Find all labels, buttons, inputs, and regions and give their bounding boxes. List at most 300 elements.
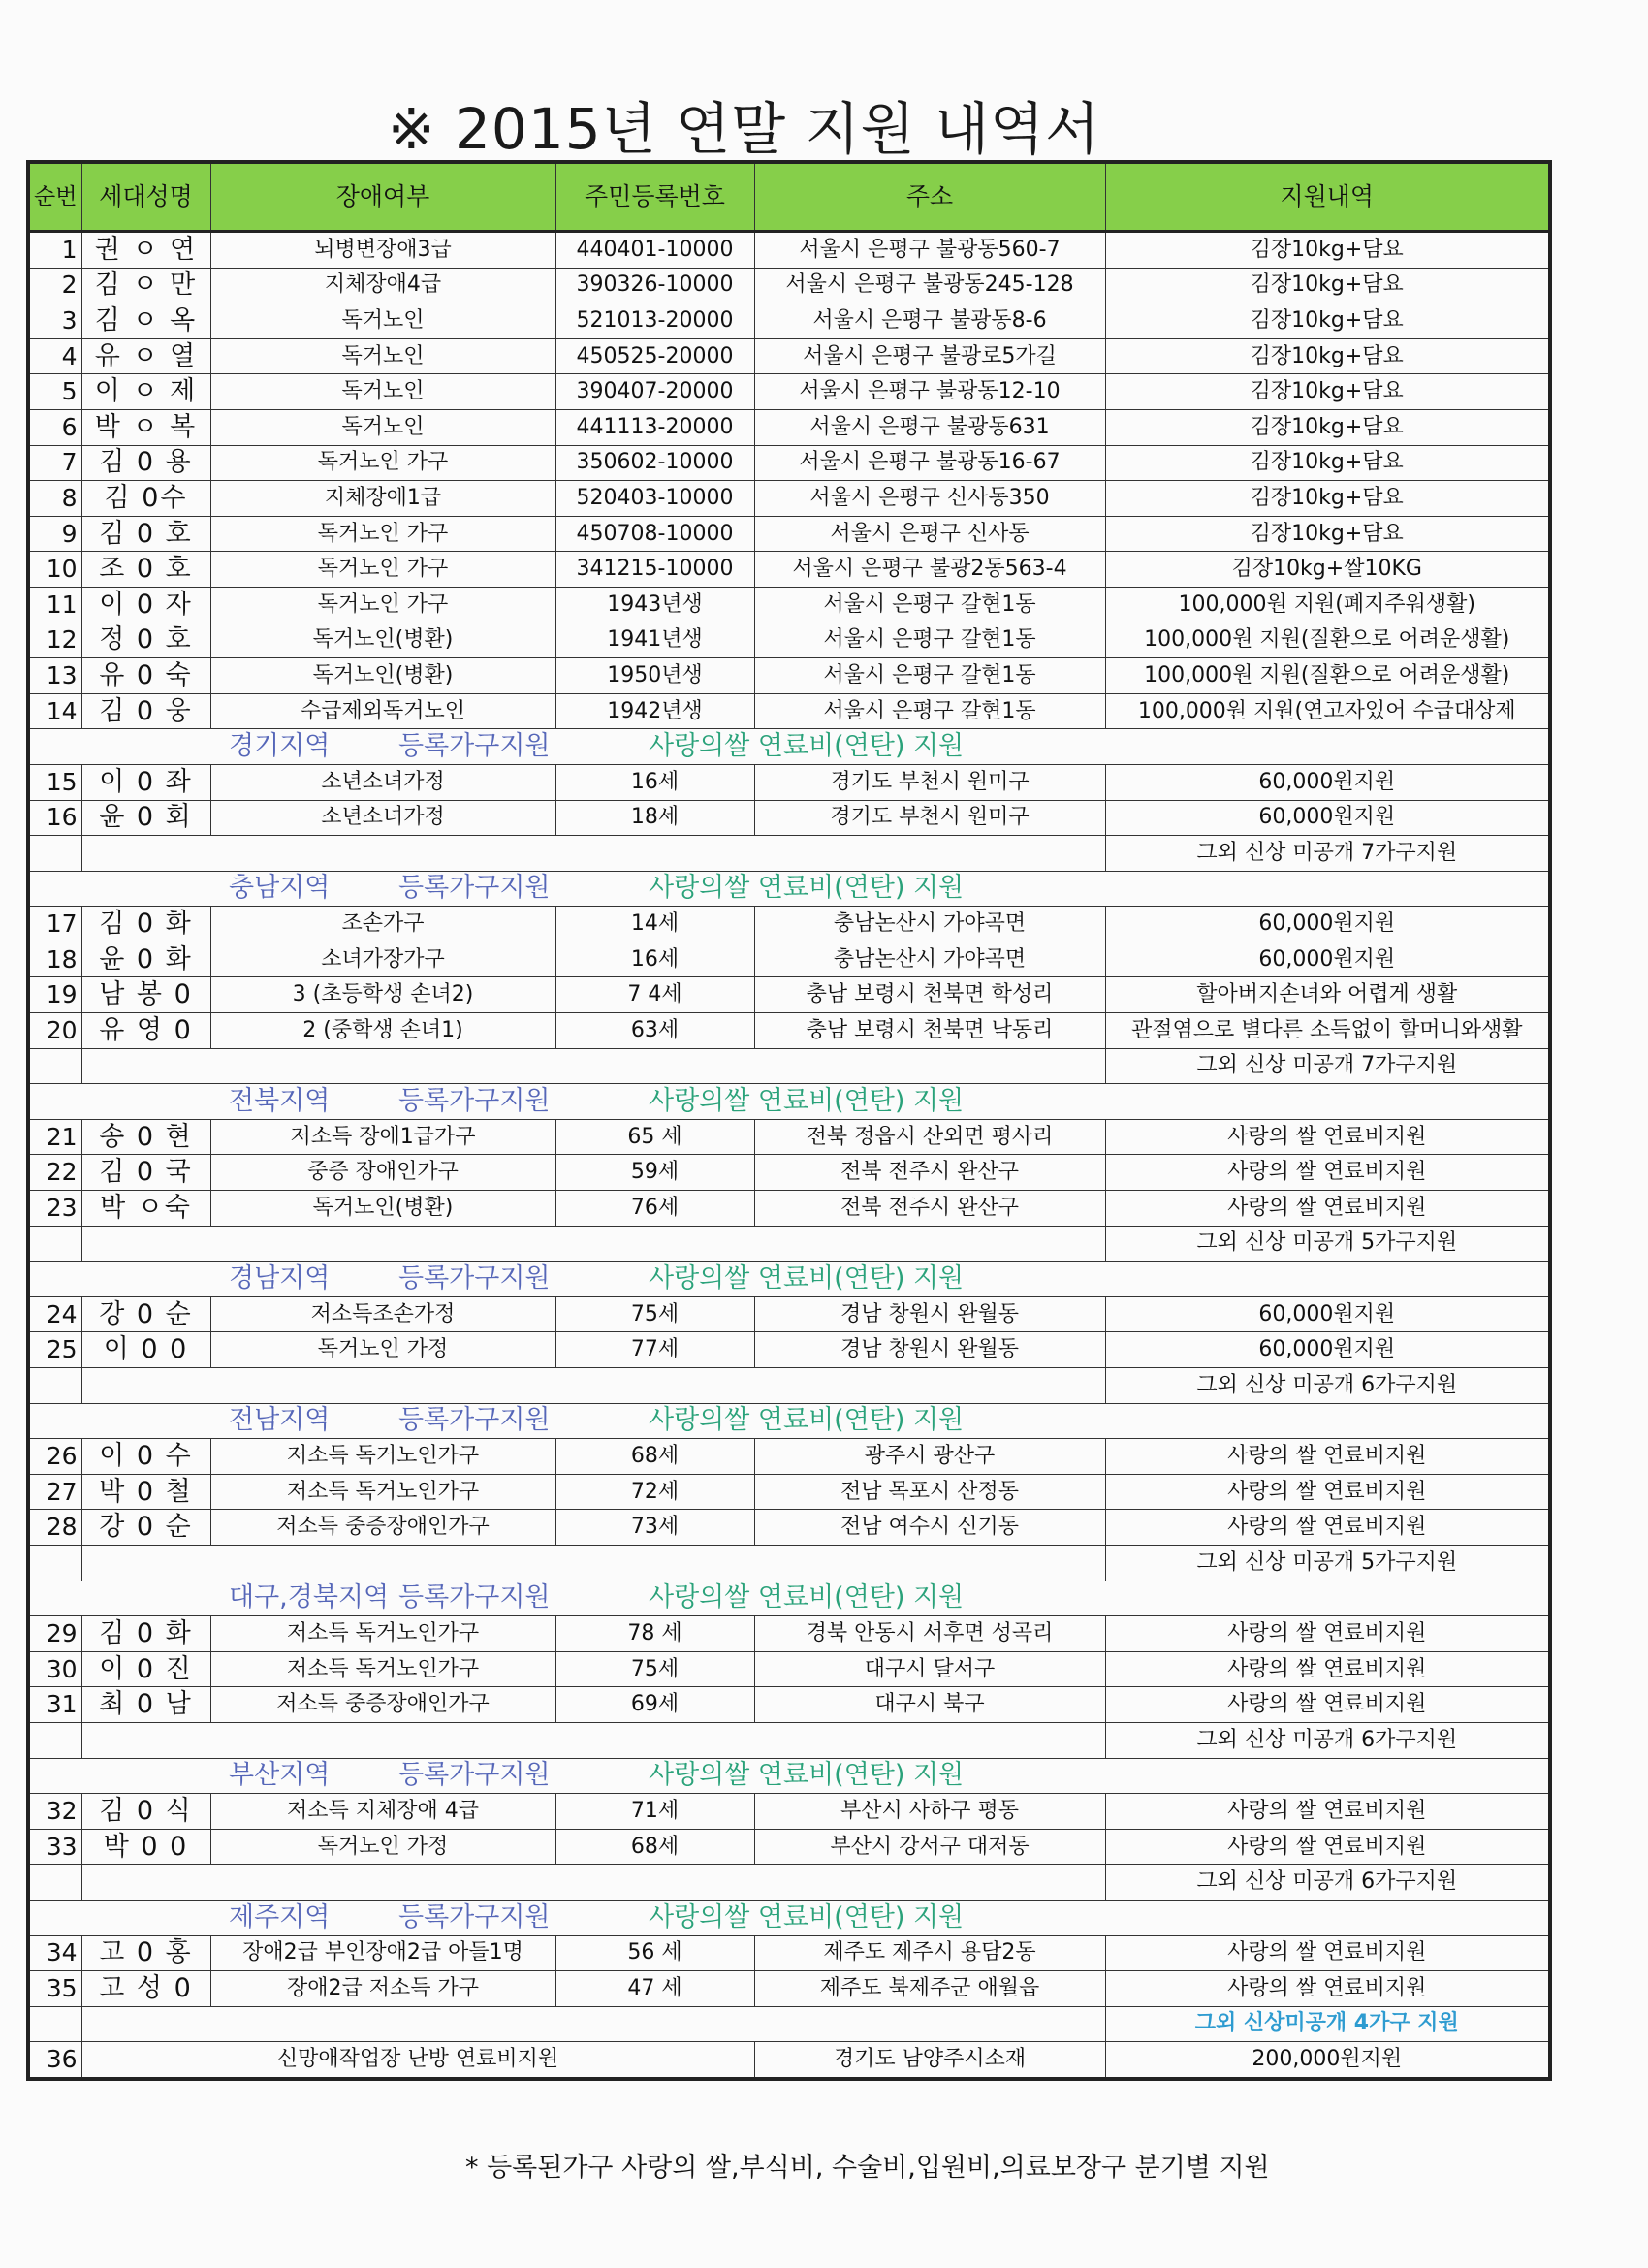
region-undisclosed-note: 그외 신상 미공개 6가구지원	[1105, 1865, 1550, 1901]
support-detail: 60,000원지원	[1105, 1296, 1550, 1332]
region-note-row	[28, 1722, 1550, 1758]
support-detail: 사랑의 쌀 연료비지원	[1105, 1191, 1550, 1227]
region-header-row	[28, 871, 1550, 907]
row-number: 36	[28, 2042, 81, 2079]
empty-cell	[81, 1368, 1105, 1404]
empty-cell	[81, 1722, 1105, 1758]
workshop-label: 신망애작업장 난방 연료비지원	[81, 2042, 754, 2079]
address: 전북 전주시 완산구	[754, 1155, 1105, 1191]
region-header-row	[28, 1403, 1550, 1439]
resident-id: 341215-10000	[555, 552, 754, 588]
household-name: 정 0 호	[81, 623, 210, 658]
region-undisclosed-note: 그외 신상 미공개 7가구지원	[1105, 836, 1550, 872]
disability-status: 독거노인(병환)	[210, 623, 555, 658]
table-row	[28, 1794, 1550, 1830]
support-detail: 김장10kg+담요	[1105, 445, 1550, 481]
empty-cell	[28, 1865, 81, 1901]
address: 경북 안동시 서후면 성곡리	[754, 1616, 1105, 1652]
household-name: 윤 0 화	[81, 942, 210, 977]
table-row	[28, 1191, 1550, 1227]
region-undisclosed-note: 그외 신상 미공개 6가구지원	[1105, 1368, 1550, 1404]
disability-status: 독거노인 가구	[210, 445, 555, 481]
resident-id: 73세	[555, 1510, 754, 1546]
region-note-row	[28, 2006, 1550, 2042]
address: 서울시 은평구 신사동	[754, 516, 1105, 552]
household-name: 유 영 0	[81, 1013, 210, 1049]
household-name: 김 0 국	[81, 1155, 210, 1191]
household-name: 김 0 식	[81, 1794, 210, 1830]
col-header-id: 주민등록번호	[555, 162, 754, 232]
resident-id: 75세	[555, 1296, 754, 1332]
household-name: 박 0 철	[81, 1474, 210, 1510]
support-detail: 김장10kg+담요	[1105, 374, 1550, 410]
support-detail: 사랑의 쌀 연료비지원	[1105, 1971, 1550, 2007]
resident-id: 440401-10000	[555, 232, 754, 269]
address: 서울시 은평구 불광동245-128	[754, 268, 1105, 303]
address: 서울시 은평구 갈현1동	[754, 623, 1105, 658]
row-number: 4	[28, 338, 81, 374]
address: 서울시 은평구 불광2동563-4	[754, 552, 1105, 588]
resident-id: 68세	[555, 1829, 754, 1865]
table-row	[28, 1616, 1550, 1652]
row-number: 26	[28, 1439, 81, 1475]
resident-id: 350602-10000	[555, 445, 754, 481]
region-note-row	[28, 1545, 1550, 1581]
support-detail: 60,000원지원	[1105, 1332, 1550, 1368]
address: 서울시 은평구 불광동631	[754, 409, 1105, 445]
address: 충남논산시 가야곡면	[754, 942, 1105, 977]
address: 서울시 은평구 불광로5가길	[754, 338, 1105, 374]
support-detail: 60,000원지원	[1105, 800, 1550, 836]
support-detail: 할아버지손녀와 어렵게 생활	[1105, 977, 1550, 1013]
support-detail: 사랑의 쌀 연료비지원	[1105, 1829, 1550, 1865]
disability-status: 지체장애1급	[210, 481, 555, 517]
resident-id: 56 세	[555, 1935, 754, 1971]
disability-status: 저소득 중증장애인가구	[210, 1687, 555, 1723]
empty-cell	[28, 1722, 81, 1758]
address: 충남 보령시 천북면 낙동리	[754, 1013, 1105, 1049]
disability-status: 소녀가장가구	[210, 942, 555, 977]
support-detail: 100,000원 지원(질환으로 어려운생활)	[1105, 658, 1550, 694]
region-header-row	[28, 1262, 1550, 1297]
row-number: 24	[28, 1296, 81, 1332]
region-header	[28, 1581, 1550, 1616]
empty-cell	[81, 1226, 1105, 1262]
address: 서울시 은평구 불광동560-7	[754, 232, 1105, 269]
support-detail: 김장10kg+담요	[1105, 409, 1550, 445]
support-detail: 100,000원 지원(연고자있어 수급대상제	[1105, 693, 1550, 729]
row-number: 2	[28, 268, 81, 303]
table-row	[28, 1971, 1550, 2007]
row-number: 21	[28, 1119, 81, 1155]
table-row	[28, 1332, 1550, 1368]
region-registered-label: 등록가구지원	[398, 1405, 551, 1436]
support-detail: 100,000원 지원(폐지주워생활)	[1105, 587, 1550, 623]
table-row	[28, 693, 1550, 729]
household-name: 최 0 남	[81, 1687, 210, 1723]
support-detail: 김장10kg+담요	[1105, 268, 1550, 303]
col-header-support: 지원내역	[1105, 162, 1550, 232]
table-header-row	[28, 162, 1550, 232]
household-name: 유 0 숙	[81, 658, 210, 694]
table-row	[28, 1296, 1550, 1332]
table-row	[28, 942, 1550, 977]
address: 광주시 광산구	[754, 1439, 1105, 1475]
support-detail: 김장10kg+담요	[1105, 516, 1550, 552]
resident-id: 521013-20000	[555, 303, 754, 339]
table-row	[28, 1829, 1550, 1865]
disability-status: 독거노인 가구	[210, 552, 555, 588]
disability-status: 소년소녀가정	[210, 764, 555, 800]
resident-id: 75세	[555, 1651, 754, 1687]
address: 경남 창원시 완월동	[754, 1332, 1105, 1368]
region-fuel-label: 사랑의쌀 연료비(연탄) 지원	[649, 731, 965, 762]
row-number: 20	[28, 1013, 81, 1049]
resident-id: 18세	[555, 800, 754, 836]
address: 전북 정읍시 산외면 평사리	[754, 1119, 1105, 1155]
row-number: 3	[28, 303, 81, 339]
region-registered-label: 등록가구지원	[398, 731, 551, 762]
disability-status: 수급제외독거노인	[210, 693, 555, 729]
address: 경남 창원시 완월동	[754, 1296, 1105, 1332]
address: 전북 전주시 완산구	[754, 1191, 1105, 1227]
row-number: 25	[28, 1332, 81, 1368]
disability-status: 독거노인 가구	[210, 587, 555, 623]
address: 대구시 달서구	[754, 1651, 1105, 1687]
region-header	[28, 871, 1550, 907]
support-detail: 200,000원지원	[1105, 2042, 1550, 2079]
resident-id: 78 세	[555, 1616, 754, 1652]
address: 서울시 은평구 갈현1동	[754, 658, 1105, 694]
region-header-row	[28, 1084, 1550, 1120]
table-row	[28, 552, 1550, 588]
region-name: 전북지역	[229, 1086, 331, 1117]
support-detail: 60,000원지원	[1105, 942, 1550, 977]
support-detail: 사랑의 쌀 연료비지원	[1105, 1439, 1550, 1475]
disability-status: 독거노인	[210, 409, 555, 445]
region-name: 전남지역	[229, 1405, 331, 1436]
final-row	[28, 2042, 1550, 2079]
address: 서울시 은평구 갈현1동	[754, 587, 1105, 623]
row-number: 8	[28, 481, 81, 517]
address: 전남 여수시 신기동	[754, 1510, 1105, 1546]
row-number: 5	[28, 374, 81, 410]
resident-id: 69세	[555, 1687, 754, 1723]
address: 서울시 은평구 신사동350	[754, 481, 1105, 517]
household-name: 박 ㅇ 복	[81, 409, 210, 445]
region-header-row	[28, 1581, 1550, 1616]
household-name: 이 0 0	[81, 1332, 210, 1368]
disability-status: 독거노인 가정	[210, 1332, 555, 1368]
address: 대구시 북구	[754, 1687, 1105, 1723]
resident-id: 68세	[555, 1439, 754, 1475]
region-name: 제주지역	[229, 1901, 331, 1933]
table-row	[28, 338, 1550, 374]
table-row	[28, 445, 1550, 481]
region-name: 경기지역	[229, 731, 331, 762]
address: 부산시 강서구 대저동	[754, 1829, 1105, 1865]
row-number: 14	[28, 693, 81, 729]
region-registered-label: 등록가구지원	[398, 1760, 551, 1791]
household-name: 김 0 화	[81, 1616, 210, 1652]
support-detail: 60,000원지원	[1105, 764, 1550, 800]
support-detail: 사랑의 쌀 연료비지원	[1105, 1794, 1550, 1830]
region-header	[28, 1403, 1550, 1439]
address: 충남 보령시 천북면 학성리	[754, 977, 1105, 1013]
table-row	[28, 1651, 1550, 1687]
address: 서울시 은평구 불광동12-10	[754, 374, 1105, 410]
household-name: 이 0 자	[81, 587, 210, 623]
table-row	[28, 481, 1550, 517]
table-row	[28, 409, 1550, 445]
row-number: 13	[28, 658, 81, 694]
address: 서울시 은평구 갈현1동	[754, 693, 1105, 729]
empty-cell	[28, 1368, 81, 1404]
support-detail: 김장10kg+담요	[1105, 338, 1550, 374]
row-number: 9	[28, 516, 81, 552]
household-name: 조 0 호	[81, 552, 210, 588]
row-number: 15	[28, 764, 81, 800]
row-number: 16	[28, 800, 81, 836]
region-fuel-label: 사랑의쌀 연료비(연탄) 지원	[649, 1760, 965, 1791]
region-fuel-label: 사랑의쌀 연료비(연탄) 지원	[649, 1582, 965, 1613]
resident-id: 72세	[555, 1474, 754, 1510]
disability-status: 소년소녀가정	[210, 800, 555, 836]
empty-cell	[81, 2006, 1105, 2042]
empty-cell	[81, 1048, 1105, 1084]
resident-id: 16세	[555, 764, 754, 800]
disability-status: 저소득 독거노인가구	[210, 1616, 555, 1652]
region-header	[28, 1758, 1550, 1794]
table-row	[28, 1155, 1550, 1191]
empty-cell	[81, 1865, 1105, 1901]
empty-cell	[81, 1545, 1105, 1581]
region-note-row	[28, 1048, 1550, 1084]
table-row	[28, 374, 1550, 410]
row-number: 10	[28, 552, 81, 588]
support-detail: 관절염으로 별다른 소득없이 할머니와생활	[1105, 1013, 1550, 1049]
row-number: 23	[28, 1191, 81, 1227]
region-registered-label: 등록가구지원	[398, 1086, 551, 1117]
household-name: 강 0 순	[81, 1296, 210, 1332]
support-detail: 사랑의 쌀 연료비지원	[1105, 1651, 1550, 1687]
footnote-items: 사랑의 쌀,부식비, 수술비,입원비,의료보장구 분기별 지원	[621, 2153, 1270, 2183]
table-row	[28, 1119, 1550, 1155]
row-number: 7	[28, 445, 81, 481]
household-name: 유 ㅇ 열	[81, 338, 210, 374]
disability-status: 2 (중학생 손녀1)	[210, 1013, 555, 1049]
empty-cell	[28, 1226, 81, 1262]
region-fuel-label: 사랑의쌀 연료비(연탄) 지원	[649, 873, 965, 904]
address: 제주도 제주시 용담2동	[754, 1935, 1105, 1971]
disability-status: 3 (초등학생 손녀2)	[210, 977, 555, 1013]
household-name: 박 0 0	[81, 1829, 210, 1865]
region-fuel-label: 사랑의쌀 연료비(연탄) 지원	[649, 1263, 965, 1294]
support-detail: 사랑의 쌀 연료비지원	[1105, 1119, 1550, 1155]
household-name: 고 0 홍	[81, 1935, 210, 1971]
row-number: 34	[28, 1935, 81, 1971]
household-name: 김 ㅇ 옥	[81, 303, 210, 339]
table-row	[28, 623, 1550, 658]
table-row	[28, 303, 1550, 339]
region-name: 부산지역	[229, 1760, 331, 1791]
disability-status: 조손가구	[210, 907, 555, 942]
resident-id: 71세	[555, 1794, 754, 1830]
row-number: 31	[28, 1687, 81, 1723]
region-header	[28, 1900, 1550, 1935]
region-header-row	[28, 1758, 1550, 1794]
disability-status: 장애2급 부인장애2급 아들1명	[210, 1935, 555, 1971]
support-detail: 사랑의 쌀 연료비지원	[1105, 1510, 1550, 1546]
support-detail: 김장10kg+쌀10KG	[1105, 552, 1550, 588]
household-name: 이 0 좌	[81, 764, 210, 800]
resident-id: 7 4세	[555, 977, 754, 1013]
resident-id: 77세	[555, 1332, 754, 1368]
household-name: 박 ㅇ숙	[81, 1191, 210, 1227]
disability-status: 독거노인	[210, 303, 555, 339]
support-detail: 김장10kg+담요	[1105, 481, 1550, 517]
region-name: 대구,경북지역	[229, 1582, 390, 1613]
address: 서울시 은평구 불광동16-67	[754, 445, 1105, 481]
region-undisclosed-note: 그외 신상 미공개 7가구지원	[1105, 1048, 1550, 1084]
region-registered-label: 등록가구지원	[398, 1582, 551, 1613]
household-name: 이 ㅇ 제	[81, 374, 210, 410]
footnote	[465, 2146, 1270, 2184]
resident-id: 16세	[555, 942, 754, 977]
disability-status: 지체장애4급	[210, 268, 555, 303]
disability-status: 저소득 지체장애 4급	[210, 1794, 555, 1830]
region-fuel-label: 사랑의쌀 연료비(연탄) 지원	[649, 1405, 965, 1436]
household-name: 김 0 호	[81, 516, 210, 552]
row-number: 18	[28, 942, 81, 977]
region-header	[28, 1084, 1550, 1120]
support-detail: 사랑의 쌀 연료비지원	[1105, 1155, 1550, 1191]
table-row	[28, 907, 1550, 942]
address: 제주도 북제주군 애월읍	[754, 1971, 1105, 2007]
region-header	[28, 729, 1550, 765]
address: 전남 목포시 산정동	[754, 1474, 1105, 1510]
support-detail: 김장10kg+담요	[1105, 303, 1550, 339]
household-name: 이 0 진	[81, 1651, 210, 1687]
region-note-row	[28, 836, 1550, 872]
resident-id: 47 세	[555, 1971, 754, 2007]
table-row	[28, 1439, 1550, 1475]
region-name: 경남지역	[229, 1263, 331, 1294]
address: 경기도 부천시 원미구	[754, 764, 1105, 800]
disability-status: 독거노인 가정	[210, 1829, 555, 1865]
region-undisclosed-note: 그외 신상 미공개 5가구지원	[1105, 1226, 1550, 1262]
disability-status: 저소득 독거노인가구	[210, 1651, 555, 1687]
resident-id: 63세	[555, 1013, 754, 1049]
region-note-row	[28, 1368, 1550, 1404]
empty-cell	[28, 1545, 81, 1581]
region-undisclosed-note: 그외 신상 미공개 6가구지원	[1105, 1722, 1550, 1758]
document-title: ※ 2015년 연말 지원 내역서	[388, 96, 1101, 162]
row-number: 1	[28, 232, 81, 269]
address: 경기도 남양주시소재	[754, 2042, 1105, 2079]
row-number: 22	[28, 1155, 81, 1191]
table-row	[28, 1013, 1550, 1049]
support-detail: 사랑의 쌀 연료비지원	[1105, 1474, 1550, 1510]
table-row	[28, 977, 1550, 1013]
resident-id: 390407-20000	[555, 374, 754, 410]
region-header	[28, 1262, 1550, 1297]
col-header-address: 주소	[754, 162, 1105, 232]
disability-status: 저소득 장애1급가구	[210, 1119, 555, 1155]
table-row	[28, 1935, 1550, 1971]
household-name: 권 ㅇ 연	[81, 232, 210, 269]
row-number: 27	[28, 1474, 81, 1510]
table-row	[28, 587, 1550, 623]
disability-status: 뇌병변장애3급	[210, 232, 555, 269]
region-undisclosed-note: 그외 신상 미공개 5가구지원	[1105, 1545, 1550, 1581]
address: 충남논산시 가야곡면	[754, 907, 1105, 942]
region-fuel-label: 사랑의쌀 연료비(연탄) 지원	[649, 1086, 965, 1117]
table-row	[28, 516, 1550, 552]
resident-id: 450525-20000	[555, 338, 754, 374]
household-name: 송 0 현	[81, 1119, 210, 1155]
resident-id: 450708-10000	[555, 516, 754, 552]
table-row	[28, 800, 1550, 836]
household-name: 윤 0 회	[81, 800, 210, 836]
row-number: 6	[28, 409, 81, 445]
empty-cell	[28, 2006, 81, 2042]
support-detail: 100,000원 지원(질환으로 어려운생활)	[1105, 623, 1550, 658]
support-detail: 김장10kg+담요	[1105, 232, 1550, 269]
row-number: 17	[28, 907, 81, 942]
region-undisclosed-note: 그외 신상미공개 4가구 지원	[1105, 2006, 1550, 2042]
resident-id: 441113-20000	[555, 409, 754, 445]
support-detail: 사랑의 쌀 연료비지원	[1105, 1687, 1550, 1723]
resident-id: 76세	[555, 1191, 754, 1227]
table-row	[28, 268, 1550, 303]
region-fuel-label: 사랑의쌀 연료비(연탄) 지원	[649, 1901, 965, 1933]
row-number: 32	[28, 1794, 81, 1830]
footnote-registered: * 등록된가구	[465, 2153, 614, 2183]
disability-status: 저소득 중증장애인가구	[210, 1510, 555, 1546]
region-header-row	[28, 729, 1550, 765]
support-detail: 사랑의 쌀 연료비지원	[1105, 1616, 1550, 1652]
region-note-row	[28, 1226, 1550, 1262]
disability-status: 중증 장애인가구	[210, 1155, 555, 1191]
resident-id: 520403-10000	[555, 481, 754, 517]
disability-status: 독거노인(병환)	[210, 1191, 555, 1227]
disability-status: 독거노인	[210, 338, 555, 374]
disability-status: 저소득조손가정	[210, 1296, 555, 1332]
disability-status: 저소득 독거노인가구	[210, 1474, 555, 1510]
address: 서울시 은평구 불광동8-6	[754, 303, 1105, 339]
support-table	[26, 160, 1552, 2081]
resident-id: 1950년생	[555, 658, 754, 694]
row-number: 12	[28, 623, 81, 658]
row-number: 11	[28, 587, 81, 623]
resident-id: 59세	[555, 1155, 754, 1191]
row-number: 35	[28, 1971, 81, 2007]
household-name: 김 0 웅	[81, 693, 210, 729]
region-registered-label: 등록가구지원	[398, 873, 551, 904]
region-registered-label: 등록가구지원	[398, 1263, 551, 1294]
row-number: 29	[28, 1616, 81, 1652]
address: 부산시 사하구 평동	[754, 1794, 1105, 1830]
empty-cell	[28, 836, 81, 872]
table-row	[28, 1510, 1550, 1546]
resident-id: 390326-10000	[555, 268, 754, 303]
household-name: 김 0 화	[81, 907, 210, 942]
region-name: 충남지역	[229, 873, 331, 904]
region-registered-label: 등록가구지원	[398, 1901, 551, 1933]
table-row	[28, 1687, 1550, 1723]
household-name: 고 성 0	[81, 1971, 210, 2007]
